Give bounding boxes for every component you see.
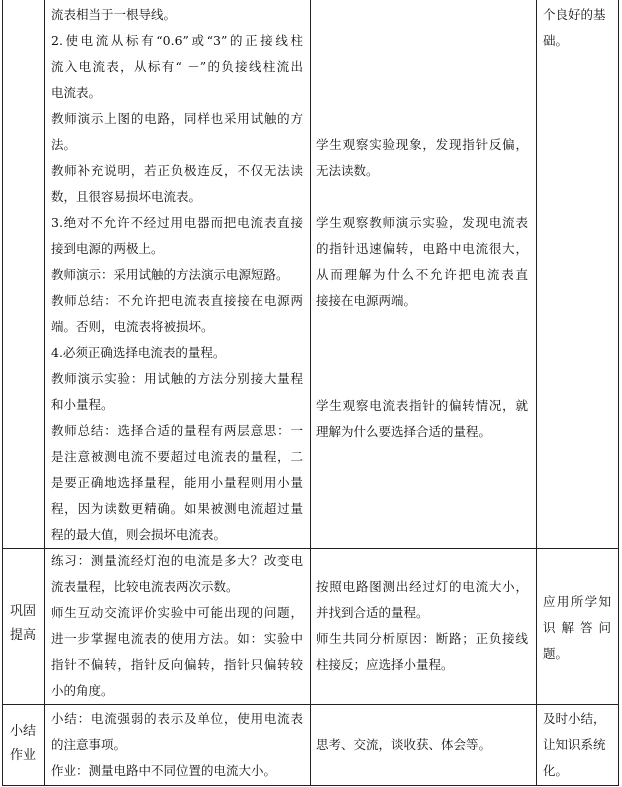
teacher-line: 电流表。 [51, 85, 102, 100]
teacher-line: 端。否则，电流表将被损坏。 [51, 319, 214, 334]
student-line: 的指针迅速偏转，电路中电流很大， [316, 241, 528, 256]
teacher-line: 流表相当于一根导线。 [51, 7, 177, 22]
table-border-bottom [2, 785, 619, 786]
label-line: 小结 [9, 724, 36, 739]
intent-line: 及时小结， [543, 711, 606, 726]
section-label-summary [2, 720, 44, 768]
teacher-line: 进一步掌握电流表的使用方法。如：实验中 [51, 631, 303, 646]
teacher-line: 教师补充说明，若正负极连反，不仅无法读 [51, 163, 303, 178]
teacher-line: 小的角度。 [51, 683, 114, 698]
teacher-line: 2.使电流从标有“0.6”或“3”的正接线柱 [51, 33, 303, 48]
label-line: 提高 [9, 628, 36, 643]
student-activity-block [316, 393, 528, 445]
intent-line: 题。 [543, 646, 569, 661]
row-divider-2 [2, 704, 619, 705]
teacher-line: 流入电流表，从标有“ －”的负接线柱流出 [51, 59, 303, 74]
label-line: 巩固 [9, 604, 36, 619]
design-intent-cell [543, 2, 613, 54]
teacher-line: 3.绝对不允许不经过用电器而把电流表直接 [51, 215, 303, 230]
teacher-line: 数，且很容易损坏电流表。 [51, 189, 202, 204]
teacher-line: 教师演示上图的电路，同样也采用试触的方 [51, 111, 303, 126]
table-border-left [2, 0, 3, 786]
design-intent-cell [543, 706, 615, 784]
student-line: 学生观察教师演示实验，发现电流表 [316, 215, 528, 230]
teacher-line: 练习：测量流经灯泡的电流是多大？改变电 [51, 553, 303, 568]
column-divider-1 [44, 0, 45, 786]
design-intent-cell [543, 589, 611, 667]
teacher-line: 和小量程。 [51, 397, 114, 412]
teacher-line: 流表量程，比较电流表两次示数。 [51, 579, 239, 594]
teacher-line: 的注意事项。 [51, 737, 127, 752]
teacher-line: 是要正确地选择量程，能用小量程则用小量 [51, 475, 303, 490]
teacher-line: 指针不偏转，指针反向偏转，指针只偏转较 [51, 657, 303, 672]
student-activity-cell [316, 732, 528, 758]
teacher-line: 教师演示：采用试触的方法演示电源短路。 [51, 267, 289, 282]
teacher-activity-cell [51, 706, 303, 784]
teacher-line: 法。 [51, 137, 77, 152]
column-divider-3 [536, 0, 537, 786]
intent-line: 化。 [543, 763, 569, 778]
teacher-line: 是注意被测电流不要超过电流表的量程，二 [51, 449, 303, 464]
teacher-line: 4.必须正确选择电流表的量程。 [51, 345, 226, 360]
teacher-activity-cell [51, 2, 303, 548]
teacher-activity-cell [51, 548, 303, 704]
student-line: 无法读数。 [316, 163, 379, 178]
student-line: 学生观察电流表指针的偏转情况，就 [316, 398, 528, 413]
student-activity-block [316, 132, 528, 184]
teacher-line: 程，因为读数更精确。如果被测电流超过量 [51, 501, 303, 516]
teacher-line: 作业：测量电路中不同位置的电流大小。 [51, 763, 277, 778]
teacher-line: 接到电源的两极上。 [51, 241, 164, 256]
intent-line: 识解答问 [543, 620, 611, 635]
teacher-line: 小结：电流强弱的表示及单位，使用电流表 [51, 711, 303, 726]
intent-line: 应用所学知 [543, 594, 611, 609]
teacher-line: 师生互动交流评价实验中可能出现的问题， [51, 605, 303, 620]
intent-line: 础。 [543, 33, 569, 48]
section-label-consolidate [2, 600, 44, 648]
intent-line: 个良好的基 [543, 7, 606, 22]
teacher-line: 教师总结：选择合适的量程有两层意思：一 [51, 423, 303, 438]
intent-line: 让知识系统 [543, 737, 606, 752]
table-border-right [618, 0, 619, 786]
student-activity-block [316, 210, 528, 314]
student-line: 从而理解为什么不允许把电流表直 [316, 267, 528, 282]
student-line: 柱接反；应选择小量程。 [316, 657, 454, 672]
student-line: 接接在电源两端。 [316, 293, 417, 308]
teacher-line: 教师演示实验：用试触的方法分别接大量程 [51, 371, 303, 386]
lesson-plan-table [2, 0, 619, 786]
teacher-line: 程的最大值，则会损坏电流表。 [51, 527, 227, 542]
label-line: 作业 [9, 748, 36, 763]
teacher-line: 教师总结：不允许把电流表直接接在电源两 [51, 293, 303, 308]
student-line: 并找到合适的量程。 [316, 605, 429, 620]
student-line: 理解为什么要选择合适的量程。 [316, 424, 492, 439]
student-line: 师生共同分析原因：断路；正负接线 [316, 631, 528, 646]
student-line: 学生观察实验现象，发现指针反偏， [316, 137, 528, 152]
student-line: 按照电路图测出经过灯的电流大小， [316, 579, 528, 594]
student-activity-cell [316, 574, 528, 678]
student-line: 思考、交流，谈收获、体会等。 [316, 737, 492, 752]
column-divider-2 [310, 0, 311, 786]
